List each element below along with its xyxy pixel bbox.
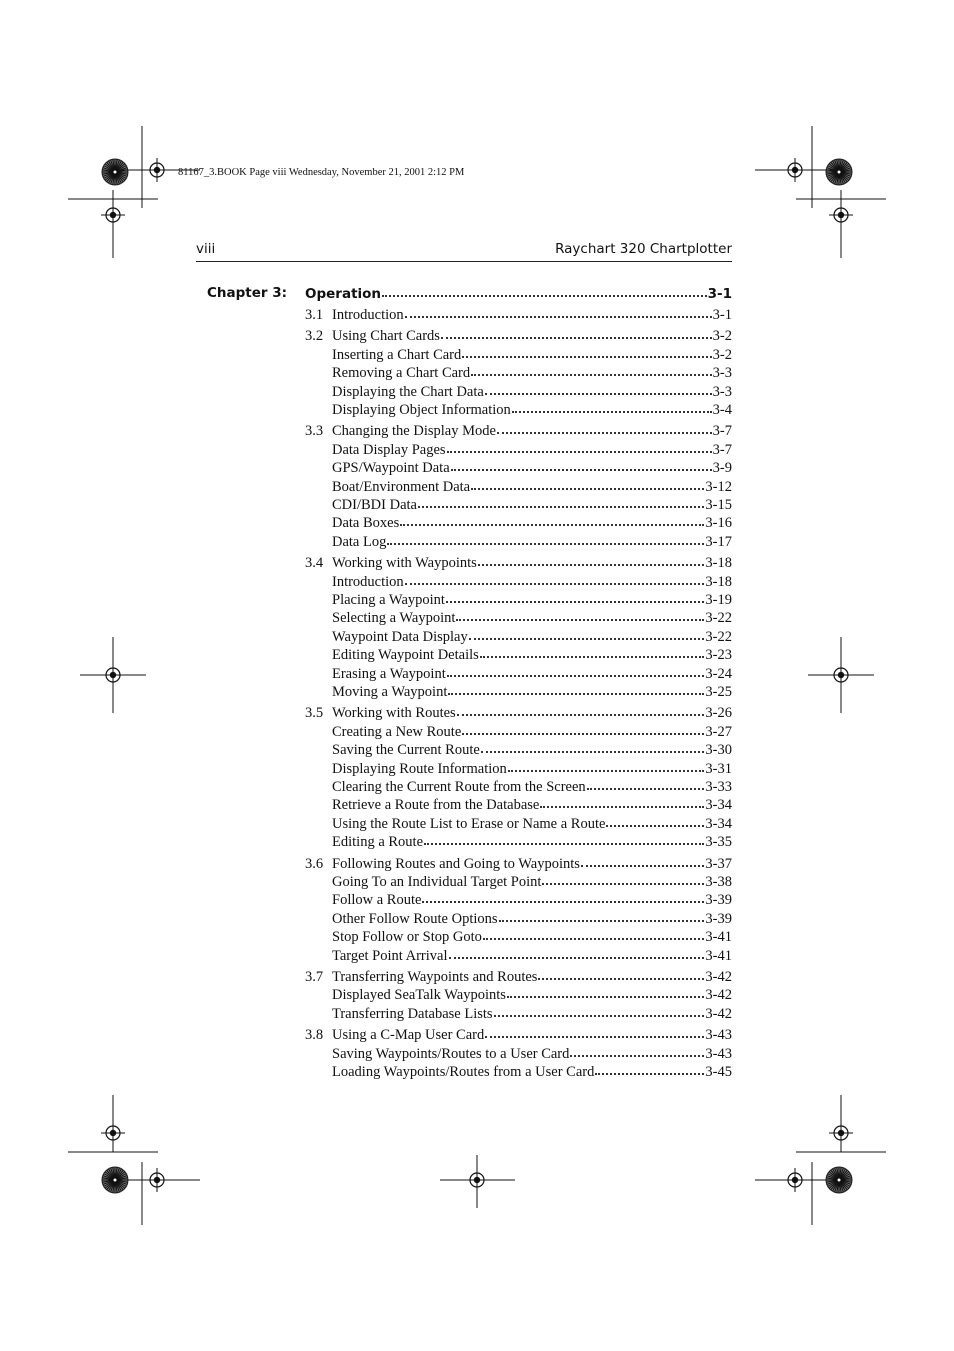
toc-entry-page: 3-26 bbox=[705, 705, 732, 722]
toc-entry-title: Follow a Route bbox=[332, 892, 422, 909]
toc-section-number: 3.5 bbox=[305, 705, 324, 722]
dot-leader bbox=[451, 468, 712, 471]
toc-subsection-entry[interactable] bbox=[305, 573, 732, 592]
dot-leader bbox=[481, 750, 705, 753]
book-title: Raychart 320 Chartplotter bbox=[555, 241, 732, 257]
dot-leader bbox=[405, 582, 705, 585]
toc-section-entry[interactable] bbox=[305, 1026, 732, 1045]
dot-leader bbox=[507, 995, 704, 998]
running-header bbox=[196, 239, 732, 262]
toc-entry-title: Inserting a Chart Card bbox=[332, 346, 462, 363]
toc-entry-page: 3-25 bbox=[705, 684, 732, 700]
toc-subsection-entry[interactable] bbox=[305, 815, 732, 834]
toc-entry-page: 3-27 bbox=[705, 723, 732, 740]
dot-leader bbox=[483, 937, 705, 940]
toc-entry-page: 3-31 bbox=[705, 760, 732, 777]
dot-leader bbox=[382, 294, 707, 297]
toc-subsection-entry[interactable] bbox=[305, 760, 732, 779]
toc-section-entry[interactable] bbox=[305, 968, 732, 987]
toc-entry-page: 3-30 bbox=[705, 742, 732, 759]
dot-leader bbox=[478, 563, 705, 566]
dot-leader bbox=[480, 655, 705, 658]
toc-subsection-entry[interactable] bbox=[305, 514, 732, 533]
toc-entry-page: 3-17 bbox=[705, 533, 732, 550]
toc-section-entry[interactable] bbox=[305, 704, 732, 723]
dot-leader bbox=[508, 769, 705, 772]
toc-subsection-entry[interactable] bbox=[305, 683, 732, 702]
toc-entry-page: 3-16 bbox=[705, 515, 732, 532]
toc-subsection-entry[interactable] bbox=[305, 1063, 732, 1082]
toc-entry-title: Retrieve a Route from the Database bbox=[332, 797, 540, 814]
dot-leader bbox=[471, 487, 704, 490]
toc-section-number: 3.1 bbox=[305, 307, 324, 323]
toc-entry-page: 3-39 bbox=[705, 892, 732, 909]
dot-leader bbox=[418, 505, 704, 508]
toc-entry-page: 3-15 bbox=[705, 497, 732, 513]
toc-entry-title: Editing a Route bbox=[332, 834, 424, 851]
toc-entry-title: Saving the Current Route bbox=[332, 742, 480, 759]
toc-entry-title: Saving Waypoints/Routes to a User Card bbox=[332, 1045, 570, 1062]
toc-entry-title: Waypoint Data Display bbox=[332, 628, 468, 645]
toc-entry-title: Introduction bbox=[332, 307, 404, 323]
toc-entry-title: Using Chart Cards bbox=[332, 328, 440, 345]
toc-entry-page: 3-43 bbox=[705, 1027, 732, 1044]
toc-entry-title: CDI/BDI Data bbox=[332, 497, 417, 513]
toc-entry-page: 3-2 bbox=[712, 346, 732, 363]
toc-subsection-entry[interactable] bbox=[305, 796, 732, 815]
dot-leader bbox=[606, 824, 704, 827]
toc-entry-title: Clearing the Current Route from the Screen bbox=[332, 779, 586, 795]
toc-entry-page: 3-42 bbox=[705, 987, 732, 1004]
dot-leader bbox=[538, 977, 704, 980]
toc-subsection-entry[interactable] bbox=[305, 947, 732, 966]
dot-leader bbox=[542, 882, 704, 885]
toc-entry-title: Transferring Database Lists bbox=[332, 1005, 493, 1022]
toc-entry-page: 3-3 bbox=[712, 383, 732, 400]
dot-leader bbox=[448, 692, 704, 695]
toc-subsection-entry[interactable] bbox=[305, 346, 732, 365]
toc-subsection-entry[interactable] bbox=[305, 441, 732, 460]
toc-entry-page: 3-34 bbox=[705, 815, 732, 832]
dot-leader bbox=[497, 431, 712, 434]
dot-leader bbox=[400, 523, 704, 526]
dot-leader bbox=[540, 805, 704, 808]
toc-entry-title: Following Routes and Going to Waypoints bbox=[332, 855, 580, 872]
dot-leader bbox=[447, 450, 712, 453]
toc-entry-page: 3-42 bbox=[705, 1005, 732, 1022]
dot-leader bbox=[494, 1014, 705, 1017]
dot-leader bbox=[581, 864, 705, 867]
toc-subsection-entry[interactable] bbox=[305, 646, 732, 665]
toc-entry-title: Other Follow Route Options bbox=[332, 910, 498, 927]
toc-entry-title: Displaying Object Information bbox=[332, 402, 511, 418]
dot-leader bbox=[485, 392, 712, 395]
toc-subsection-entry[interactable] bbox=[305, 609, 732, 628]
toc-entry-page: 3-37 bbox=[705, 855, 732, 872]
toc-subsection-entry[interactable] bbox=[305, 1045, 732, 1064]
dot-leader bbox=[469, 637, 705, 640]
toc-entry-title: Editing Waypoint Details bbox=[332, 647, 479, 664]
toc-section-number: 3.6 bbox=[305, 855, 324, 872]
toc-entry-title: Introduction bbox=[332, 573, 404, 590]
toc-entry-page: 3-41 bbox=[705, 947, 732, 964]
toc-section-number: 3.2 bbox=[305, 328, 324, 345]
toc-entry-page: 3-2 bbox=[712, 328, 732, 345]
toc-section-number: 3.8 bbox=[305, 1027, 324, 1044]
toc-section-entry[interactable] bbox=[305, 327, 732, 346]
toc-entry-page: 3-38 bbox=[705, 874, 732, 890]
toc-subsection-entry[interactable] bbox=[305, 459, 732, 478]
toc-subsection-entry[interactable] bbox=[305, 928, 732, 947]
dot-leader bbox=[499, 919, 705, 922]
toc-entry-title: Displaying the Chart Data bbox=[332, 383, 484, 400]
dot-leader bbox=[447, 674, 705, 677]
toc-entry-page: 3-24 bbox=[705, 665, 732, 682]
toc-subsection-entry[interactable] bbox=[305, 723, 732, 742]
toc-entry-page: 3-3 bbox=[712, 365, 732, 382]
toc-chapter-page: 3-1 bbox=[707, 286, 732, 302]
toc-entry-page: 3-43 bbox=[705, 1045, 732, 1062]
dot-leader bbox=[462, 355, 711, 358]
toc-entry-page: 3-35 bbox=[705, 834, 732, 851]
toc-subsection-entry[interactable] bbox=[305, 496, 732, 515]
toc-subsection-entry[interactable] bbox=[305, 986, 732, 1005]
toc-subsection-entry[interactable] bbox=[305, 533, 732, 552]
toc-entry-page: 3-7 bbox=[712, 441, 732, 458]
toc-entry-title: Moving a Waypoint bbox=[332, 684, 448, 700]
toc-subsection-entry[interactable] bbox=[305, 478, 732, 497]
dot-leader bbox=[446, 600, 704, 603]
toc-entry-title: Loading Waypoints/Routes from a User Card bbox=[332, 1064, 595, 1080]
toc-subsection-entry[interactable] bbox=[305, 383, 732, 402]
dot-leader bbox=[387, 542, 704, 545]
toc-entry-page: 3-33 bbox=[705, 779, 732, 795]
toc-entry-title: Displaying Route Information bbox=[332, 760, 507, 777]
toc-section-number: 3.7 bbox=[305, 969, 324, 985]
toc-subsection-entry[interactable] bbox=[305, 1005, 732, 1024]
toc-entry-title: Placing a Waypoint bbox=[332, 592, 445, 608]
toc-entry-page: 3-7 bbox=[712, 423, 732, 440]
toc-entry-title: GPS/Waypoint Data bbox=[332, 460, 450, 477]
toc-entry-page: 3-41 bbox=[705, 929, 732, 946]
toc-subsection-entry[interactable] bbox=[305, 364, 732, 383]
dot-leader bbox=[457, 713, 705, 716]
toc-entry-title: Using the Route List to Erase or Name a Route bbox=[332, 815, 606, 832]
dot-leader bbox=[424, 842, 704, 845]
toc-entry-title: Creating a New Route bbox=[332, 723, 462, 740]
toc-entry-title: Changing the Display Mode bbox=[332, 423, 496, 440]
toc-entry-page: 3-39 bbox=[705, 910, 732, 927]
toc-entry-page: 3-9 bbox=[712, 460, 732, 477]
toc-section-entry[interactable] bbox=[305, 855, 732, 874]
toc-entry-title: Boat/Environment Data bbox=[332, 478, 471, 495]
toc-chapter-title: Operation bbox=[305, 286, 382, 302]
toc-subsection-entry[interactable] bbox=[305, 910, 732, 929]
dot-leader bbox=[485, 1035, 704, 1038]
toc-subsection-entry[interactable] bbox=[305, 591, 732, 610]
toc-entry-title: Selecting a Waypoint bbox=[332, 610, 456, 627]
toc-entry-page: 3-45 bbox=[705, 1064, 732, 1080]
toc-entry-page: 3-12 bbox=[705, 478, 732, 495]
toc-entry-page: 3-18 bbox=[705, 555, 732, 572]
toc-entry-page: 3-18 bbox=[705, 573, 732, 590]
toc-entry-title: Erasing a Waypoint bbox=[332, 665, 446, 682]
print-slug: 81167_3.BOOK Page viii Wednesday, November 21, 2001 2:12 PM bbox=[178, 167, 465, 178]
toc-entry-title: Working with Routes bbox=[332, 705, 456, 722]
toc-subsection-entry[interactable] bbox=[305, 741, 732, 760]
toc-entry-title: Data Display Pages bbox=[332, 441, 446, 458]
toc-section-entry[interactable] bbox=[305, 422, 732, 441]
toc-section-number: 3.4 bbox=[305, 555, 324, 572]
toc-entry-page: 3-22 bbox=[705, 610, 732, 627]
dot-leader bbox=[570, 1054, 704, 1057]
dot-leader bbox=[405, 315, 712, 318]
dot-leader bbox=[422, 900, 704, 903]
toc-entry-page: 3-23 bbox=[705, 647, 732, 664]
toc-entry-title: Going To an Individual Target Point bbox=[332, 874, 542, 890]
toc-entry-page: 3-42 bbox=[705, 969, 732, 985]
dot-leader bbox=[512, 410, 712, 413]
toc-entry-page: 3-19 bbox=[705, 592, 732, 608]
toc-entry-title: Removing a Chart Card bbox=[332, 365, 471, 382]
toc-entry-title: Data Log bbox=[332, 533, 387, 550]
chapter-label: Chapter 3: bbox=[207, 285, 288, 301]
dot-leader bbox=[471, 373, 712, 376]
toc-entry-title: Using a C-Map User Card bbox=[332, 1027, 485, 1044]
dot-leader bbox=[449, 956, 705, 959]
dot-leader bbox=[587, 787, 705, 790]
toc-subsection-entry[interactable] bbox=[305, 665, 732, 684]
toc-section-entry[interactable] bbox=[305, 306, 732, 325]
page-number: viii bbox=[196, 241, 216, 257]
toc-entry-title: Target Point Arrival bbox=[332, 947, 448, 964]
toc-subsection-entry[interactable] bbox=[305, 833, 732, 852]
toc-section-entry[interactable] bbox=[305, 554, 732, 573]
toc-chapter-entry[interactable] bbox=[305, 285, 732, 304]
toc-entry-page: 3-22 bbox=[705, 628, 732, 645]
toc-entry-page: 3-4 bbox=[712, 402, 732, 418]
toc-subsection-entry[interactable] bbox=[305, 401, 732, 420]
toc-entry-title: Displayed SeaTalk Waypoints bbox=[332, 987, 506, 1004]
toc-subsection-entry[interactable] bbox=[305, 778, 732, 797]
dot-leader bbox=[456, 618, 704, 621]
toc-section-number: 3.3 bbox=[305, 423, 324, 440]
toc-entry-title: Transferring Waypoints and Routes bbox=[332, 969, 538, 985]
toc-entry-title: Data Boxes bbox=[332, 515, 400, 532]
toc-entry-title: Working with Waypoints bbox=[332, 555, 477, 572]
dot-leader bbox=[462, 732, 704, 735]
dot-leader bbox=[441, 336, 712, 339]
toc-entry-page: 3-1 bbox=[712, 307, 732, 323]
toc-subsection-entry[interactable] bbox=[305, 891, 732, 910]
toc-subsection-entry[interactable] bbox=[305, 873, 732, 892]
toc-entry-title: Stop Follow or Stop Goto bbox=[332, 929, 482, 946]
toc-subsection-entry[interactable] bbox=[305, 628, 732, 647]
dot-leader bbox=[595, 1072, 704, 1075]
toc-entry-page: 3-34 bbox=[705, 797, 732, 814]
